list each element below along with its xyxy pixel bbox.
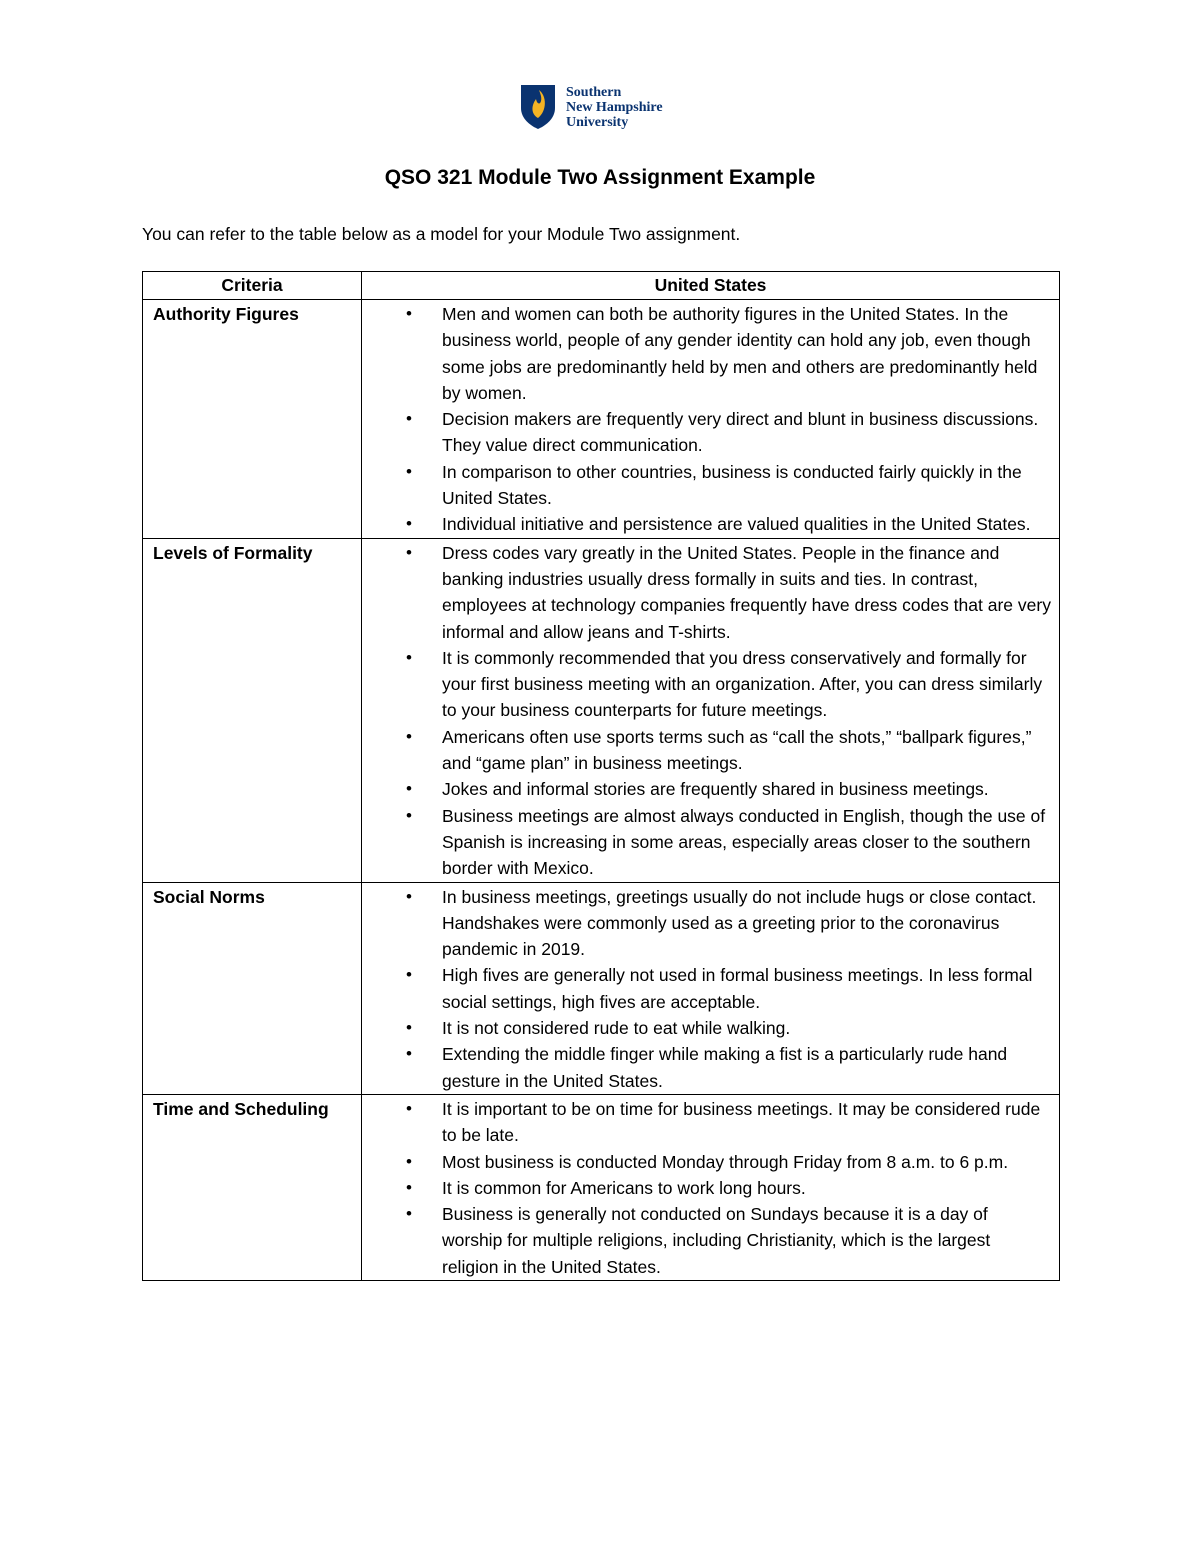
shield-flame-icon bbox=[520, 84, 556, 130]
list-item-text: Decision makers are frequently very direct and blunt in business discussions. They value direct communication. bbox=[442, 409, 1039, 456]
list-item bbox=[362, 301, 1051, 406]
bullet-icon: • bbox=[406, 409, 412, 429]
intro-paragraph: You can refer to the table below as a model for your Module Two assignment. bbox=[142, 224, 741, 244]
logo-wordmark bbox=[566, 85, 663, 130]
criteria-table bbox=[142, 271, 1060, 1281]
list-item bbox=[362, 803, 1051, 882]
bullet-icon: • bbox=[406, 1204, 412, 1224]
list-item-text: It is commonly recommended that you dress conservatively and formally for your first business meeting with an organization. After, you can dress similarly to your business counterparts for future meetings. bbox=[442, 647, 1043, 721]
list-item-text: It is not considered rude to eat while walking. bbox=[442, 1018, 791, 1039]
bullet-list bbox=[362, 1096, 1051, 1280]
list-item bbox=[362, 459, 1051, 512]
bullet-icon: • bbox=[406, 542, 412, 562]
list-item bbox=[362, 1149, 1051, 1175]
details-cell bbox=[362, 1094, 1060, 1280]
details-cell bbox=[362, 300, 1060, 539]
list-item bbox=[362, 1041, 1051, 1094]
list-item-text: Business is generally not conducted on Sundays because it is a day of worship for multiple religions, including Christianity, which is the largest religion in the United States. bbox=[442, 1204, 991, 1277]
list-item bbox=[362, 540, 1051, 645]
bullet-icon: • bbox=[406, 1151, 412, 1171]
logo-line-1: Southern bbox=[566, 84, 622, 100]
bullet-icon: • bbox=[406, 304, 412, 323]
list-item-text: It is important to be on time for business meetings. It may be considered rude to be late. bbox=[442, 1098, 1041, 1146]
details-cell bbox=[362, 882, 1060, 1094]
details-cell bbox=[362, 538, 1060, 882]
bullet-icon: • bbox=[406, 461, 412, 481]
criteria-cell: Social Norms bbox=[143, 882, 362, 1094]
logo-line-2: New Hampshire bbox=[566, 99, 663, 115]
list-item-text: Business meetings are almost always conducted in English, though the use of Spanish is increasing in some areas, especially areas closer to the southern border with Mexico. bbox=[442, 805, 1046, 879]
criteria-cell: Time and Scheduling bbox=[143, 1094, 362, 1280]
bullet-icon: • bbox=[406, 514, 412, 534]
bullet-icon: • bbox=[406, 726, 412, 746]
bullet-list bbox=[362, 884, 1051, 1094]
list-item-text: Dress codes vary greatly in the United States. People in the finance and banking industries usually dress formally in suits and ties. In contrast, employees at technology companies frequently have dress codes that are very informal and allow jeans and T-shirts. bbox=[442, 542, 1051, 642]
bullet-icon: • bbox=[406, 647, 412, 667]
bullet-icon: • bbox=[406, 779, 412, 799]
list-item-text: It is common for Americans to work long hours. bbox=[442, 1177, 806, 1198]
list-item-text: High fives are generally not used in formal business meetings. In less formal social settings, high fives are acceptable. bbox=[442, 965, 1033, 1012]
bullet-icon: • bbox=[406, 1018, 412, 1038]
bullet-icon: • bbox=[406, 1044, 412, 1064]
list-item-text: Extending the middle finger while making a fist is a particularly rude hand gesture in the United States. bbox=[442, 1044, 1008, 1091]
table-row bbox=[143, 538, 1060, 882]
list-item bbox=[362, 1201, 1051, 1280]
list-item bbox=[362, 884, 1051, 963]
table-header-row bbox=[143, 272, 1060, 300]
list-item bbox=[362, 1015, 1051, 1041]
list-item-text: Americans often use sports terms such as “call the shots,” “ballpark figures,” and “game plan” in business meetings. bbox=[442, 726, 1032, 774]
list-item bbox=[362, 645, 1051, 724]
document-title: QSO 321 Module Two Assignment Example bbox=[384, 166, 816, 189]
list-item-text: Men and women can both be authority figures in the United States. In the business world, people of any gender identity can hold any job, even though some jobs are predominantly held by men and others are predominantly held by women. bbox=[442, 304, 1038, 403]
list-item-text: Individual initiative and persistence are valued qualities in the United States. bbox=[442, 514, 1031, 535]
criteria-cell: Authority Figures bbox=[143, 300, 362, 539]
list-item-text: In comparison to other countries, business is conducted fairly quickly in the United States. bbox=[442, 461, 1022, 509]
list-item bbox=[362, 724, 1051, 777]
table-row bbox=[143, 1094, 1060, 1280]
list-item bbox=[362, 406, 1051, 459]
table-row bbox=[143, 300, 1060, 539]
bullet-icon: • bbox=[406, 965, 412, 985]
criteria-cell: Levels of Formality bbox=[143, 538, 362, 882]
bullet-icon: • bbox=[406, 1098, 412, 1118]
logo-line-3: University bbox=[566, 114, 629, 130]
list-item-text: Most business is conducted Monday through Friday from 8 a.m. to 6 p.m. bbox=[442, 1151, 1009, 1172]
list-item bbox=[362, 962, 1051, 1015]
table-body bbox=[143, 300, 1060, 1281]
university-logo bbox=[520, 84, 663, 130]
header-united-states: United States bbox=[362, 272, 1060, 300]
list-item bbox=[362, 511, 1051, 537]
bullet-list bbox=[362, 540, 1051, 882]
list-item bbox=[362, 1175, 1051, 1201]
bullet-list bbox=[362, 301, 1051, 538]
list-item-text: In business meetings, greetings usually do not include hugs or close contact. Handshakes were commonly used as a greeting prior to the coronavirus pandemic in 2019. bbox=[442, 886, 1037, 960]
list-item-text: Jokes and informal stories are frequently shared in business meetings. bbox=[442, 779, 989, 800]
bullet-icon: • bbox=[406, 805, 412, 825]
bullet-icon: • bbox=[406, 1177, 412, 1197]
list-item bbox=[362, 1096, 1051, 1149]
list-item bbox=[362, 776, 1051, 802]
header-criteria: Criteria bbox=[143, 272, 362, 300]
bullet-icon: • bbox=[406, 886, 412, 906]
table-row bbox=[143, 882, 1060, 1094]
